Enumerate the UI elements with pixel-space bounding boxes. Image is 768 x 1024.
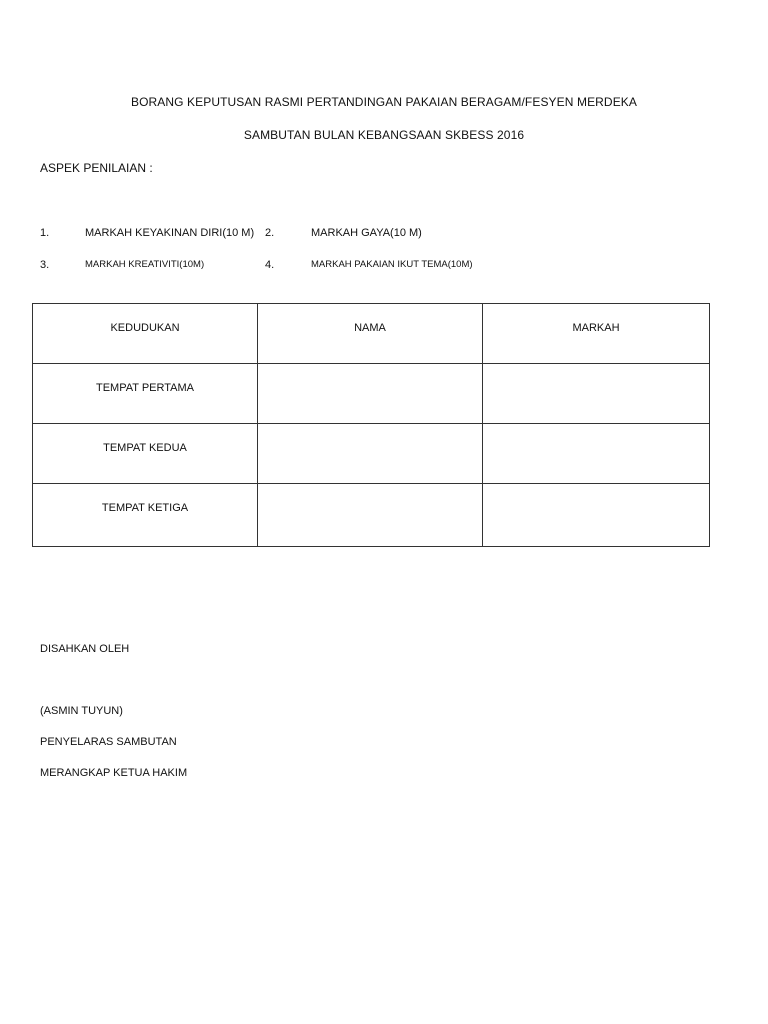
markah-text bbox=[483, 364, 709, 382]
markah-text bbox=[483, 424, 709, 442]
criterion-label-4: MARKAH PAKAIAN IKUT TEMA(10M) bbox=[311, 259, 473, 270]
header-markah-label: MARKAH bbox=[572, 322, 620, 334]
criterion-number-2: 2. bbox=[265, 227, 275, 239]
header-markah bbox=[483, 304, 710, 364]
table-row bbox=[33, 424, 710, 484]
signatory-position: PENYELARAS SAMBUTAN bbox=[40, 736, 177, 748]
criterion-number-3: 3. bbox=[40, 259, 50, 271]
cell-markah[interactable] bbox=[483, 424, 710, 484]
table-row bbox=[33, 364, 710, 424]
header-nama-label: NAMA bbox=[354, 322, 386, 334]
form-title: BORANG KEPUTUSAN RASMI PERTANDINGAN PAKAIAN BERAGAM/FESYEN MERDEKA bbox=[130, 95, 638, 109]
header-kedudukan-label: KEDUDUKAN bbox=[110, 322, 180, 334]
kedudukan-text: TEMPAT KEDUA bbox=[103, 442, 187, 454]
kedudukan-text: TEMPAT PERTAMA bbox=[96, 382, 194, 394]
criterion-label-1: MARKAH KEYAKINAN DIRI(10 M) bbox=[85, 227, 255, 239]
criterion-label-2: MARKAH GAYA(10 M) bbox=[311, 227, 422, 239]
header-nama bbox=[258, 304, 483, 364]
cell-kedudukan bbox=[33, 484, 258, 547]
cell-nama[interactable] bbox=[258, 484, 483, 547]
signatory-name: (ASMIN TUYUN) bbox=[40, 705, 123, 717]
verified-by-label: DISAHKAN OLEH bbox=[40, 643, 130, 655]
nama-text bbox=[258, 484, 482, 502]
signatory-role: MERANGKAP KETUA HAKIM bbox=[40, 767, 188, 779]
cell-markah[interactable] bbox=[483, 484, 710, 547]
form-subtitle: SAMBUTAN BULAN KEBANGSAAN SKBESS 2016 bbox=[243, 128, 525, 142]
results-table bbox=[32, 303, 710, 547]
aspek-heading: ASPEK PENILAIAN : bbox=[40, 161, 153, 175]
table-row bbox=[33, 484, 710, 547]
markah-text bbox=[483, 484, 709, 502]
nama-text bbox=[258, 424, 482, 442]
criterion-label-3: MARKAH KREATIVITI(10M) bbox=[85, 259, 205, 270]
header-kedudukan bbox=[33, 304, 258, 364]
criterion-number-1: 1. bbox=[40, 227, 50, 239]
cell-kedudukan bbox=[33, 364, 258, 424]
cell-markah[interactable] bbox=[483, 364, 710, 424]
table-header-row bbox=[33, 304, 710, 364]
criterion-number-4: 4. bbox=[265, 259, 275, 271]
cell-nama[interactable] bbox=[258, 364, 483, 424]
cell-nama[interactable] bbox=[258, 424, 483, 484]
nama-text bbox=[258, 364, 482, 382]
kedudukan-text: TEMPAT KETIGA bbox=[101, 502, 189, 514]
cell-kedudukan bbox=[33, 424, 258, 484]
